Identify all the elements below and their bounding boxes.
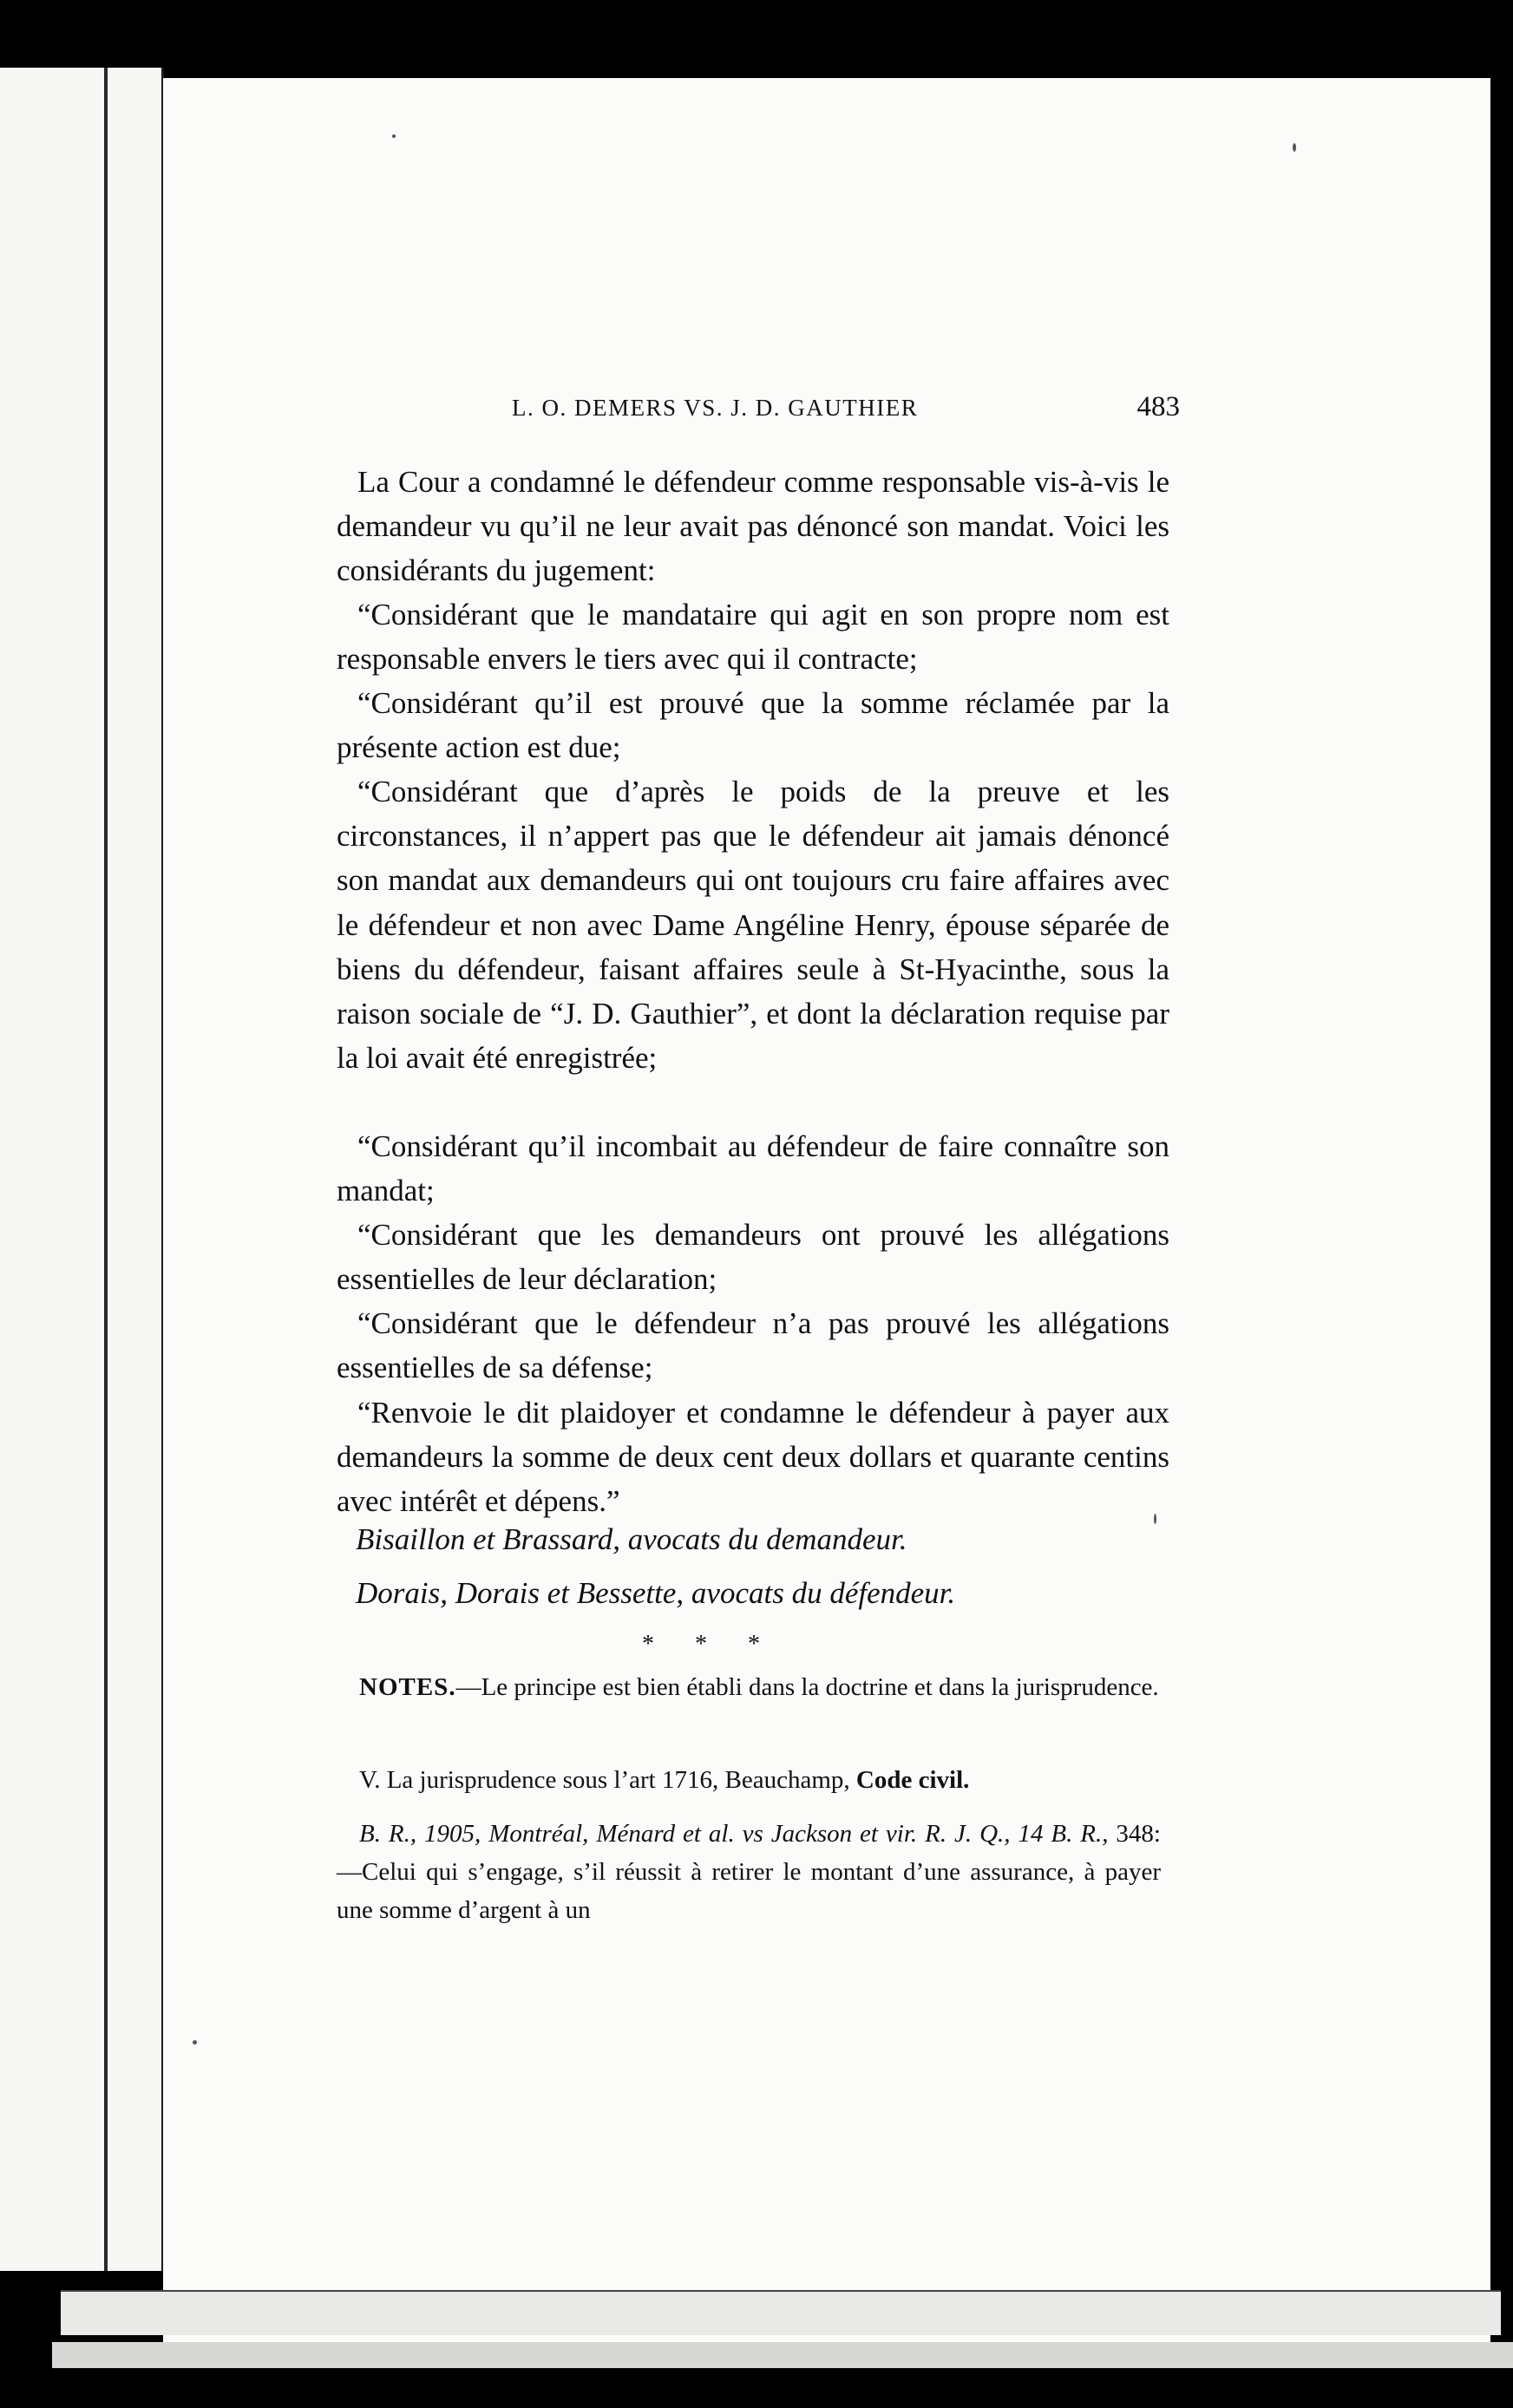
page-stack-edge bbox=[52, 2342, 1513, 2368]
paragraph-court-ruling: La Cour a condamné le défendeur comme responsable vis-à-vis le demandeur vu qu’il ne leur avait pas dénoncé son mandat. Voici les considérants du jugement: bbox=[337, 465, 1169, 588]
page-number: 483 bbox=[1136, 391, 1180, 422]
page-bottom-edge bbox=[61, 2290, 1501, 2335]
counsel-defendant: Dorais, Dorais et Bessette, avocats du défendeur. bbox=[356, 1576, 956, 1610]
scan-speck bbox=[1293, 143, 1296, 152]
section-separator: * * * bbox=[642, 1631, 777, 1658]
paragraph-considerant-6: “Considérant que le défendeur n’a pas prouvé les allégations essentielles de sa défense; bbox=[337, 1306, 1169, 1385]
paragraph-considerant-3: “Considérant que d’après le poids de la preuve et les circonstances, il n’appert pas que le défendeur ait jamais dénoncé son mandat aux demandeurs qui ont toujours cru faire affaires avec le défendeur et non avec Dame Angéline Henry, épouse séparée de biens du défendeur, faisant affaires seule à St-Hyacinthe, sous la raison sociale de “J. D. Gauthier”, et dont la déclaration requise par la loi avait été enregistrée; bbox=[337, 775, 1169, 1076]
paragraph-considerant-1: “Considérant que le mandataire qui agit en son propre nom est responsable envers le tiers avec qui il contracte; bbox=[337, 598, 1169, 677]
paragraph-considerant-2: “Considérant qu’il est prouvé que la somme réclamée par la présente action est due; bbox=[337, 686, 1169, 765]
running-header-title: L. O. DEMERS VS. J. D. GAUTHIER bbox=[512, 395, 919, 421]
binding-line bbox=[104, 68, 108, 2271]
notes-text: —Le principe est bien établi dans la doctrine et dans la jurisprudence. bbox=[455, 1673, 1159, 1701]
previous-page-edge bbox=[0, 68, 164, 2271]
scan-speck bbox=[1154, 1514, 1156, 1524]
scan-speck bbox=[193, 2040, 197, 2045]
paragraph-judgment: “Renvoie le dit plaidoyer et condamne le défendeur à payer aux demandeurs la somme de deux cent deux dollars et quarante centins avec intérêt et dépens.” bbox=[337, 1396, 1169, 1519]
notes-reference bbox=[337, 1761, 1161, 1799]
notes-paragraph bbox=[337, 1668, 1161, 1706]
scan-speck bbox=[392, 134, 396, 138]
notes-reference-text: V. La jurisprudence sous l’art 1716, Beauchamp, bbox=[359, 1766, 850, 1794]
notes-citation-text: 348:—Celui qui s’engage, s’il réussit à retirer le montant d’une assurance, à payer une somme d’argent à un bbox=[337, 1820, 1161, 1924]
notes-citation-case: B. R., 1905, Montréal, Ménard et al. vs Jackson et vir. R. J. Q., 14 B. R., bbox=[359, 1820, 1109, 1848]
counsel-plaintiff: Bisaillon et Brassard, avocats du demandeur. bbox=[356, 1522, 907, 1556]
notes-citation bbox=[337, 1815, 1161, 1929]
paragraph-considerant-4: “Considérant qu’il incombait au défendeur de faire connaître son mandat; bbox=[337, 1129, 1169, 1208]
notes-label: NOTES. bbox=[359, 1673, 456, 1701]
paragraph-considerant-5: “Considérant que les demandeurs ont prouvé les allégations essentielles de leur déclaration; bbox=[337, 1218, 1169, 1297]
running-header bbox=[512, 391, 1180, 429]
notes-reference-code: Code civil. bbox=[855, 1766, 970, 1794]
